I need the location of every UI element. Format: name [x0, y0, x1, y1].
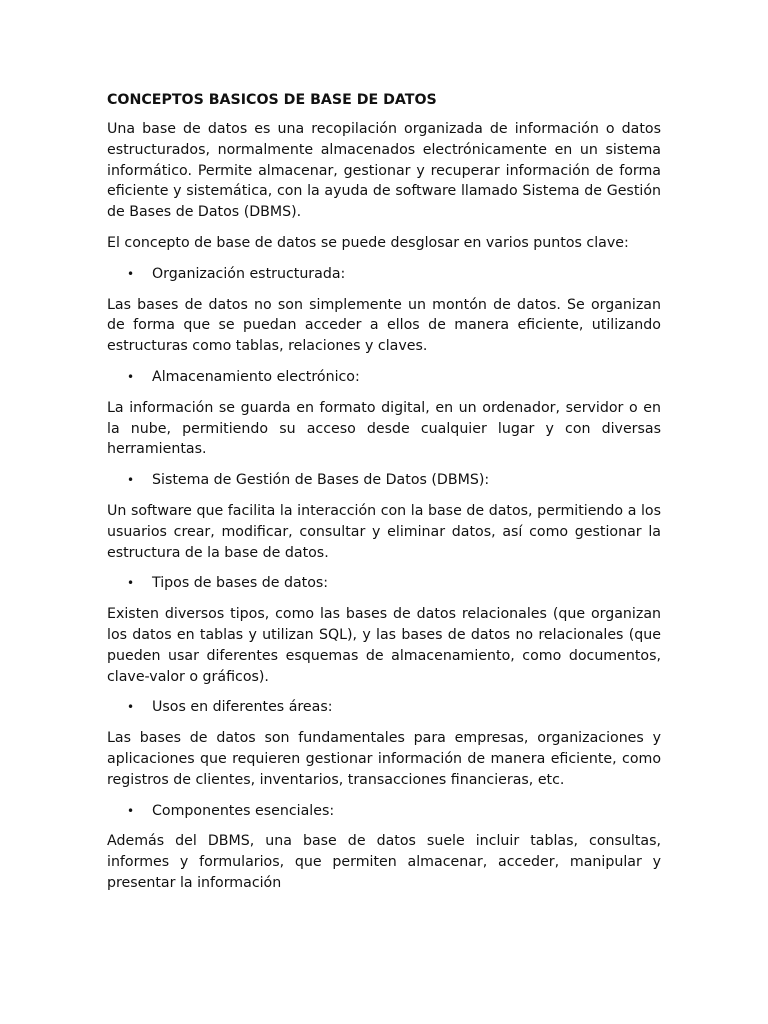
bullet-dot-icon: • [127, 473, 135, 488]
section-paragraph: Un software que facilita la interacción con la base de datos, permitiendo a los usuarios crear, modificar, consultar y eliminar datos, así como gestionar la estructura de la base de datos. [107, 502, 661, 561]
section-paragraph: Las bases de datos son fundamentales para empresas, organizaciones y aplicaciones que requieren gestionar información de manera eficiente, como registros de clientes, inventarios, transacciones financieras, etc. [107, 730, 661, 788]
intro-paragraph: Una base de datos es una recopilación organizada de información o datos estructurados, normalmente almacenados electrónicamente en un sistema informático. Permite almacenar, gestionar y recuperar información de forma eficiente y sistemática, con la ayuda de software llamado Sistema de Gestión de Bases de Datos (DBMS). [107, 121, 661, 221]
section-paragraph: Las bases de datos no son simplemente un montón de datos. Se organizan de forma que se puedan acceder a ellos de manera eficiente, utilizando estructuras como tablas, relaciones y claves. [107, 296, 661, 355]
bullet-almacenamiento [107, 367, 661, 388]
section-paragraph: Además del DBMS, una base de datos suele incluir tablas, consultas, informes y formularios, que permiten almacenar, acceder, manipular y presentar la información [107, 833, 661, 891]
bullet-dot-icon: • [127, 576, 135, 591]
bullet-label: Sistema de Gestión de Bases de Datos (DBMS): [152, 472, 490, 489]
bullet-dot-icon: • [127, 700, 135, 715]
bullet-componentes [107, 801, 661, 822]
bullet-usos [107, 697, 661, 718]
bullet-label: Tipos de bases de datos: [152, 575, 329, 592]
bullet-label: Componentes esenciales: [152, 802, 335, 819]
lead-in-paragraph: El concepto de base de datos se puede desglosar en varios puntos clave: [107, 234, 629, 251]
bullet-organizacion [107, 264, 661, 285]
bullet-dbms [107, 470, 661, 491]
section-paragraph: La información se guarda en formato digital, en un ordenador, servidor o en la nube, permitiendo su acceso desde cualquier lugar y con diversas herramientas. [107, 399, 661, 458]
document-title: CONCEPTOS BASICOS DE BASE DE DATOS [107, 92, 437, 108]
section-paragraph: Existen diversos tipos, como las bases de datos relacionales (que organizan los datos en tablas y utilizan SQL), y las bases de datos no relacionales (que pueden usar diferentes esquemas de almacenamiento, como documentos, clave-valor o gráficos). [107, 606, 661, 685]
bullet-label: Almacenamiento electrónico: [152, 368, 360, 385]
bullet-dot-icon: • [127, 369, 135, 384]
bullet-dot-icon: • [127, 266, 135, 281]
bullet-label: Usos en diferentes áreas: [152, 699, 333, 716]
document-page [107, 88, 661, 904]
bullet-label: Organización estructurada: [152, 265, 346, 282]
bullet-tipos [107, 573, 661, 594]
bullet-dot-icon: • [127, 803, 135, 818]
